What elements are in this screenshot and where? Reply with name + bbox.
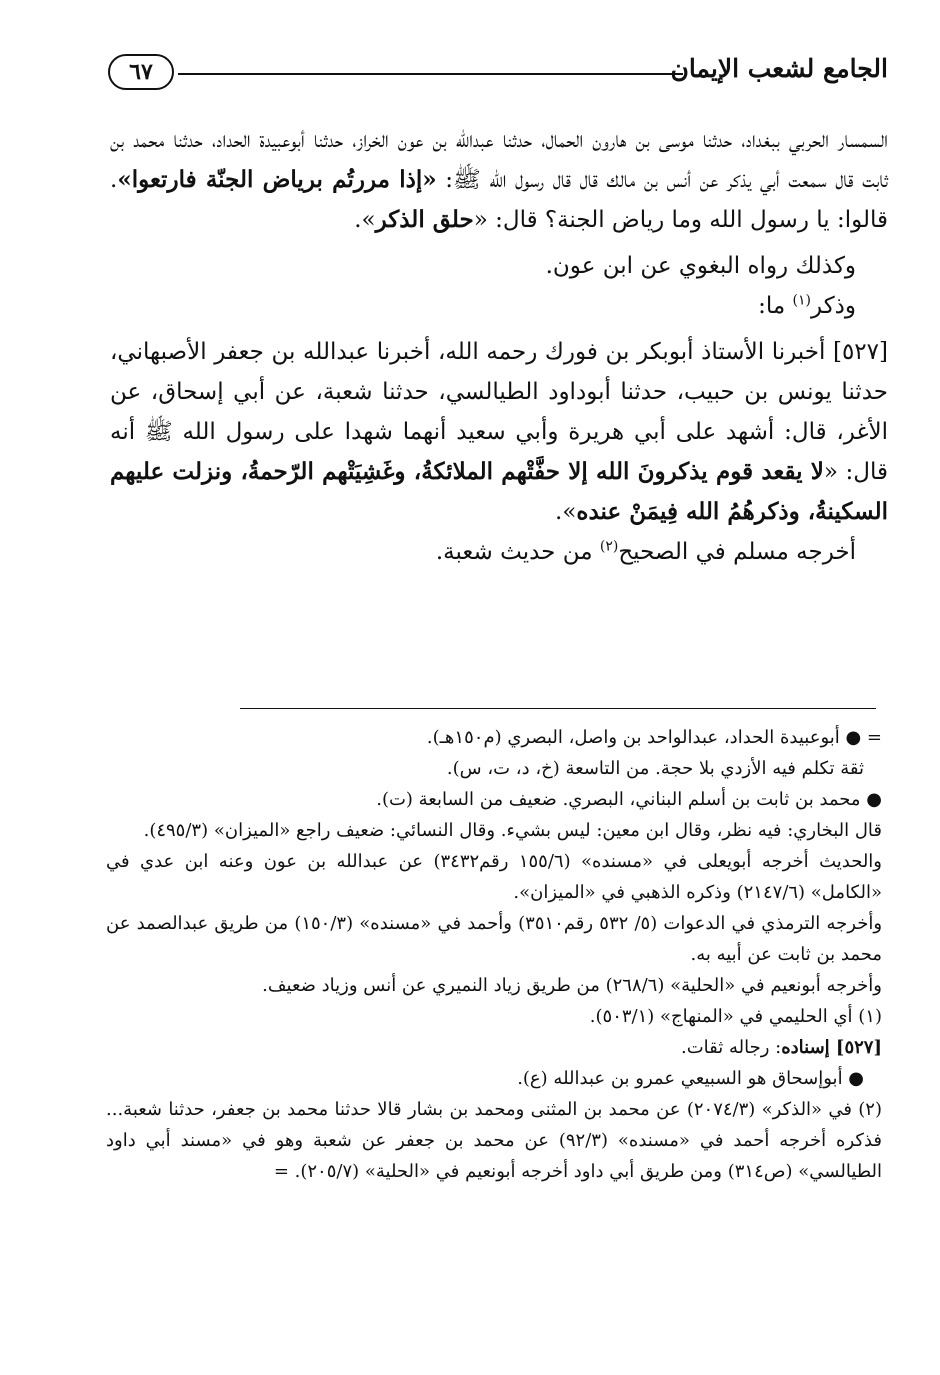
footnote-line: والحديث أخرجه أبويعلى في «مسنده» (١٥٥/٦ رقم٣٤٣٢) عن عبدالله بن عون وعنه ابن عدي في «الكامل» (٢١٤٧/٦) وذكره الذهبي في «الميزان».	[106, 851, 882, 903]
header-title: الجامع لشعب الإيمان	[670, 54, 888, 83]
footnote-line: ثقة تكلم فيه الأزدي بلا حجة. من التاسعة (خ، د، ت، س).	[446, 758, 864, 779]
footnote-1: (١) أي الحليمي في «المنهاج» (٥٠٣/١).	[589, 1006, 882, 1027]
page-number-badge	[108, 54, 174, 90]
footnote-line: قال البخاري: فيه نظر، وقال ابن معين: ليس بشيء. وقال النسائي: ضعيف راجع «الميزان» (٤٩٥/٣).	[143, 820, 882, 841]
prophetic-quote-527: لا يقعد قوم يذكرونَ الله إلا حفَّتْهم الملائكةُ، وغَشِيَتْهم الرّحمةُ، ونزلت عليهم السكينةُ، وذكرهُمُ الله فِيمَنْ عنده	[110, 458, 888, 525]
footnote-line: وأخرجه أبونعيم في «الحلية» (٢٦٨/٦) من طريق زياد النميري عن أنس وزياد ضعيف.	[262, 975, 882, 996]
paragraph-takhrij: أخرجه مسلم في الصحيح$^{(٢)}$ من حديث شعبة.	[435, 538, 856, 565]
footnote-2: (٢) في «الذكر» (٢٠٧٤/٣) عن محمد بن المثنى ومحمد بن بشار قالا حدثنا محمد بن جعفر، حدثنا شعبة... فذكره أخرجه أحمد في «مسنده» (٩٢/٣) عن محمد بن جعفر عن شعبة وهو في «مسند أبي داود الطيالسي» (ص٣١٤) ومن طريق أبي داود أخرجه أبونعيم في «الحلية» (٢٠٥/٧). =	[106, 1099, 882, 1182]
footnote-separator	[240, 708, 876, 709]
main-text	[110, 120, 888, 572]
footnote-ref-1[interactable]: (١)	[792, 292, 811, 309]
paragraph-baghawi: وكذلك رواه البغوي عن ابن عون.	[545, 253, 856, 279]
paragraph-dhikr-intro: وذكر$^{(١)}$ ما:	[758, 292, 856, 319]
prophetic-quote: «إذا مررتُم برياض الجنّة فارتعوا»	[117, 166, 437, 193]
footnote-line: = ● أبوعبيدة الحداد، عبدالواحد بن واصل، البصري (م١٥٠هـ).	[426, 727, 882, 748]
running-header	[108, 42, 888, 90]
paragraph-hadith-526-continued: السمسار الحربي ببغداد، حدثنا موسى بن هارون الحمال، حدثنا عبدالله بن عون الخراز، حدثنا أبوعبيدة الحداد، حدثنا محمد بن ثابت قال سمعت أبي يذكر عن أنس بن مالك قال قال رسول الله ﷺ: «إذا مررتُم برياض الجنّة فارتعوا». قالوا: يا رسول الله وما رياض الجنة؟ قال: «حلق الذكر».	[110, 127, 888, 233]
footnote-ref-2[interactable]: (٢)	[599, 538, 619, 555]
paragraph-hadith-527: [٥٢٧] أخبرنا الأستاذ أبوبكر بن فورك رحمه الله، أخبرنا عبدالله بن جعفر الأصبهاني، حدثنا يونس بن حبيب، حدثنا أبوداود الطيالسي، حدثنا شعبة، عن أبي إسحاق، عن الأغر، قال: أشهد على أبي هريرة وأبي سعيد أنهما شهدا على رسول الله ﷺ أنه قال: «لا يقعد قوم يذكرونَ الله إلا حفَّتْهم الملائكةُ، وغَشِيَتْهم الرّحمةُ، ونزلت عليهم السكينةُ، وذكرهُمُ الله فِيمَنْ عنده».	[110, 339, 888, 525]
footnote-line: ● محمد بن ثابت بن أسلم البناني، البصري. ضعيف من السابعة (ت).	[376, 789, 882, 810]
footnotes	[106, 722, 882, 1187]
page-number: ٦٧	[129, 59, 153, 85]
footnote-line: وأخرجه الترمذي في الدعوات (٥/ ٥٣٢ رقم٣٥١٠) وأحمد في «مسنده» (١٥٠/٣) من طريق عبدالصمد عن محمد بن ثابت عن أبيه به.	[106, 913, 883, 965]
header-rule	[178, 73, 683, 75]
footnote-527: [٥٢٧] إسناده: رجاله ثقات.	[681, 1037, 882, 1058]
footnote-line: ● أبوإسحاق هو السبيعي عمرو بن عبدالله (ع).	[517, 1068, 864, 1089]
footnote-527-label: [٥٢٧] إسناده	[781, 1037, 882, 1058]
prophetic-quote-answer: حلق الذكر	[375, 206, 474, 233]
